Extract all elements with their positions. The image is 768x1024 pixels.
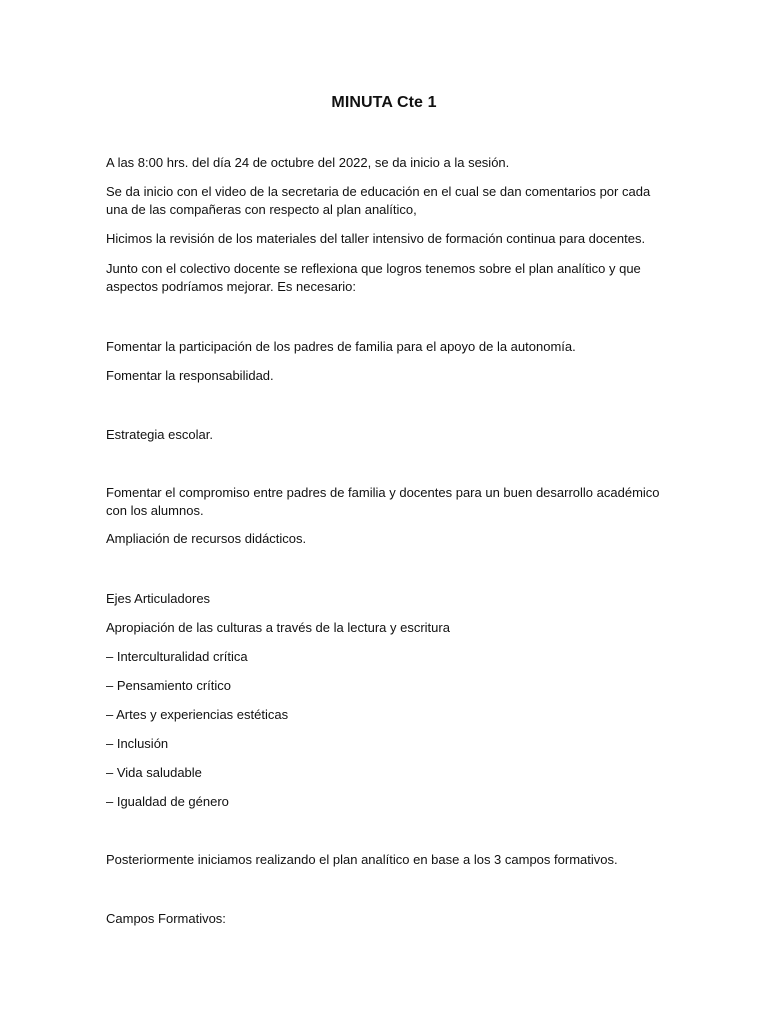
paragraph-analytic-plan: Posteriormente iniciamos realizando el plan analítico en base a los 3 campos formativos.: [106, 852, 618, 867]
paragraph-formative-fields: Campos Formativos:: [106, 911, 226, 926]
paragraph-axes-heading: Ejes Articuladores: [106, 591, 211, 606]
list-item-critical-thinking: – Pensamiento crítico: [106, 678, 232, 693]
paragraph-review: Hicimos la revisión de los materiales del taller intensivo de formación continua para docentes.: [106, 231, 646, 246]
paragraph-parents-participation: Fomentar la participación de los padres de familia para el apoyo de la autonomía.: [106, 339, 576, 354]
paragraph-school-strategy: Estrategia escolar.: [106, 427, 213, 442]
paragraph-responsibility: Fomentar la responsabilidad.: [106, 368, 274, 383]
list-item-culture: Apropiación de las culturas a través de la lectura y escritura: [106, 620, 450, 635]
paragraph-reflection: Junto con el colectivo docente se reflexiona que logros tenemos sobre el plan analítico y que aspectos podríamos mejorar. Es necesario:: [106, 261, 641, 294]
document-title: MINUTA Cte 1: [331, 94, 437, 111]
paragraph-session-start: A las 8:00 hrs. del día 24 de octubre del 2022, se da inicio a la sesión.: [106, 155, 510, 170]
list-item-healthy-life: – Vida saludable: [106, 765, 202, 780]
list-item-arts: – Artes y experiencias estéticas: [106, 707, 289, 722]
list-item-interculturality: – Interculturalidad crítica: [106, 649, 248, 664]
paragraph-video: Se da inicio con el video de la secretaria de educación en el cual se dan comentarios por cada una de las compañeras con respecto al plan analítico,: [106, 184, 651, 217]
list-item-inclusion: – Inclusión: [106, 736, 169, 751]
list-item-gender-equality: – Igualdad de género: [106, 794, 229, 809]
paragraph-resources: Ampliación de recursos didácticos.: [106, 531, 307, 546]
paragraph-commitment: Fomentar el compromiso entre padres de familia y docentes para un buen desarrollo académico con los alumnos.: [106, 485, 660, 518]
